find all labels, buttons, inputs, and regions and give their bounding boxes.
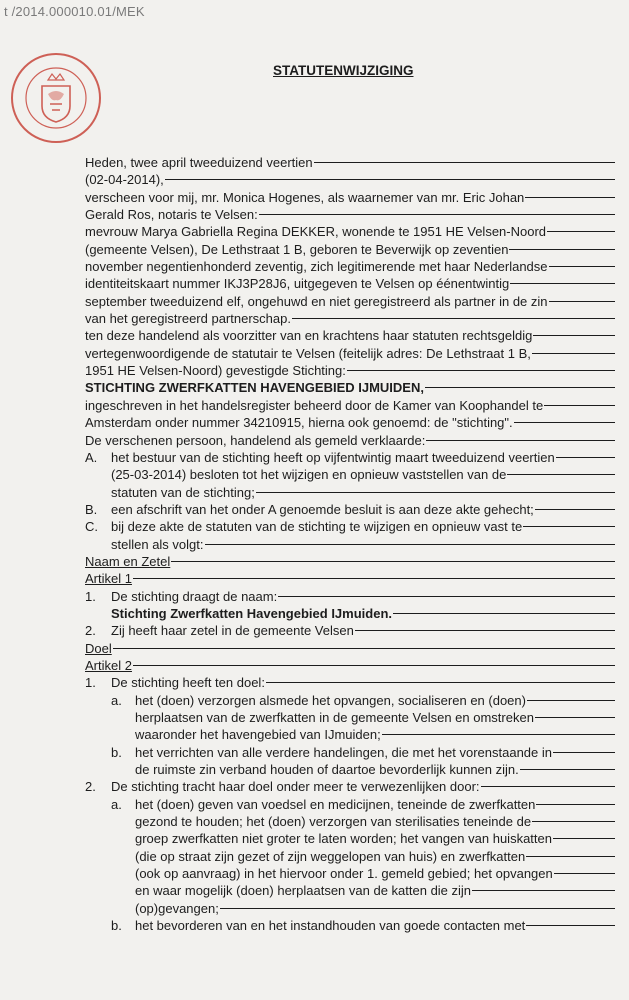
text-line: verscheen voor mij, mr. Monica Hogenes, als waarnemer van mr. Eric Johan bbox=[85, 189, 615, 206]
list-marker: C. bbox=[85, 519, 98, 535]
text-line: september tweeduizend elf, ongehuwd en niet geregistreerd als partner in de zin bbox=[85, 293, 615, 310]
foundation-name: STICHTING ZWERFKATTEN HAVENGEBIED IJMUIDEN, bbox=[85, 379, 615, 396]
text-line: De verschenen persoon, handelend als gemeld verklaarde: bbox=[85, 432, 615, 449]
text-line: 1951 HE Velsen-Noord) gevestigde Stichting: bbox=[85, 362, 615, 379]
list-marker: a. bbox=[111, 796, 122, 812]
article-heading: Artikel 1 bbox=[85, 570, 615, 587]
list-item: b. het verrichten van alle verdere handelingen, die met het vorenstaande in bbox=[85, 744, 615, 761]
foundation-name: Stichting Zwerfkatten Havengebied IJmuiden. bbox=[85, 605, 615, 622]
list-marker: b. bbox=[111, 744, 122, 760]
text-line: mevrouw Marya Gabriella Regina DEKKER, wonende te 1951 HE Velsen-Noord bbox=[85, 223, 615, 240]
list-marker: a. bbox=[111, 692, 122, 708]
list-marker: 1. bbox=[85, 588, 96, 604]
text-line: (25-03-2014) besloten tot het wijzigen en opnieuw vaststellen van de bbox=[85, 466, 615, 483]
text-line: (op)gevangen; bbox=[85, 900, 615, 917]
section-heading: Naam en Zetel bbox=[85, 553, 615, 570]
text-line: stellen als volgt: bbox=[85, 536, 615, 553]
text-line: vertegenwoordigende de statutair te Velsen (feitelijk adres: De Lethstraat 1 B, bbox=[85, 345, 615, 362]
text-line: gezond te houden; het (doen) verzorgen van sterilisaties teneinde de bbox=[85, 813, 615, 830]
text-line: groep zwerfkatten niet groter te laten worden; het vangen van huiskatten bbox=[85, 830, 615, 847]
list-item: 1. De stichting heeft ten doel: bbox=[85, 674, 615, 691]
list-item: C. bij deze akte de statuten van de stichting te wijzigen en opnieuw vast te bbox=[85, 518, 615, 535]
list-item: 2. De stichting tracht haar doel onder meer te verwezenlijken door: bbox=[85, 778, 615, 795]
list-marker: b. bbox=[111, 918, 122, 934]
text-line: identiteitskaart nummer IKJ3P28J6, uitgegeven te Velsen op éénentwintig bbox=[85, 275, 615, 292]
list-marker: B. bbox=[85, 501, 98, 517]
list-item: 1. De stichting draagt de naam: bbox=[85, 588, 615, 605]
article-heading: Artikel 2 bbox=[85, 657, 615, 674]
text-line: Heden, twee april tweeduizend veertien bbox=[85, 154, 615, 171]
text-line: de ruimste zin verband houden of daartoe bevorderlijk kunnen zijn. bbox=[85, 761, 615, 778]
list-marker: 2. bbox=[85, 623, 96, 639]
text-line: statuten van de stichting; bbox=[85, 484, 615, 501]
text-line: november negentienhonderd zeventig, zich legitimerende met haar Nederlandse bbox=[85, 258, 615, 275]
text-line: ten deze handelend als voorzitter van en krachtens haar statuten rechtsgeldig bbox=[85, 327, 615, 344]
section-heading: Doel bbox=[85, 640, 615, 657]
text-line: Amsterdam onder nummer 34210915, hierna ook genoemd: de "stichting". bbox=[85, 414, 615, 431]
list-marker: 2. bbox=[85, 779, 96, 795]
list-marker: 1. bbox=[85, 675, 96, 691]
text-line: herplaatsen van de zwerfkatten in de gemeente Velsen en omstreken bbox=[85, 709, 615, 726]
list-marker: A. bbox=[85, 449, 98, 465]
list-item: 2. Zij heeft haar zetel in de gemeente Velsen bbox=[85, 622, 615, 639]
text-line: (gemeente Velsen), De Lethstraat 1 B, geboren te Beverwijk op zeventien bbox=[85, 241, 615, 258]
reference-number: t /2014.000010.01/MEK bbox=[4, 4, 145, 19]
document-body bbox=[85, 154, 615, 934]
text-line: waaronder het havengebied van IJmuiden; bbox=[85, 726, 615, 743]
page-title: STATUTENWIJZIGING bbox=[273, 63, 414, 78]
list-item: B. een afschrift van het onder A genoemde besluit is aan deze akte gehecht; bbox=[85, 501, 615, 518]
text-line: Gerald Ros, notaris te Velsen: bbox=[85, 206, 615, 223]
list-item: a. het (doen) geven van voedsel en medicijnen, teneinde de zwerfkatten bbox=[85, 796, 615, 813]
list-item: b. het bevorderen van en het instandhouden van goede contacten met bbox=[85, 917, 615, 934]
text-line: (ook op aanvraag) in het hiervoor onder 1. gemeld gebied; het opvangen bbox=[85, 865, 615, 882]
text-line: (die op straat zijn gezet of zijn weggelopen van huis) en zwerfkatten bbox=[85, 848, 615, 865]
list-item: a. het (doen) verzorgen alsmede het opvangen, socialiseren en (doen) bbox=[85, 692, 615, 709]
text-line: van het geregistreerd partnerschap. bbox=[85, 310, 615, 327]
list-item: A. het bestuur van de stichting heeft op vijfentwintig maart tweeduizend veertien bbox=[85, 449, 615, 466]
text-line: en waar mogelijk (doen) herplaatsen van de katten die zijn bbox=[85, 882, 615, 899]
text-line: (02-04-2014), bbox=[85, 171, 615, 188]
text-line: ingeschreven in het handelsregister beheerd door de Kamer van Koophandel te bbox=[85, 397, 615, 414]
